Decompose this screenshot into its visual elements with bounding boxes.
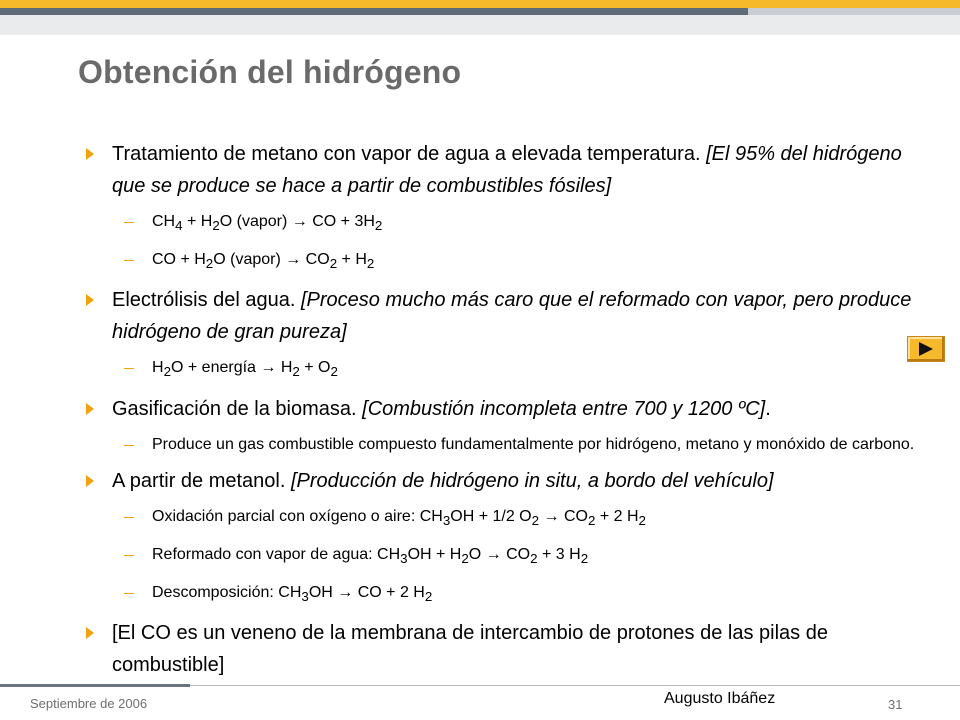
formula-part: O (vapor) (219, 213, 292, 230)
formula-part: O (vapor) (213, 251, 286, 269)
next-slide-button[interactable] (907, 336, 945, 362)
formula-subscript: 2 (531, 512, 540, 528)
formula-subscript: 2 (424, 589, 433, 605)
dash-icon (124, 517, 134, 518)
bullet-note: [Producción de hidrógeno in situ, a bordo del vehículo] (290, 469, 774, 492)
formula-part: + H (337, 251, 367, 269)
formula-part: Oxidación parcial con oxígeno o aire: CH (152, 507, 443, 525)
bullet-arrow-icon (86, 475, 94, 487)
formula-part: OH + 1/2 O (450, 507, 532, 525)
slide-content (84, 138, 934, 687)
formula-subscript: 2 (530, 550, 538, 566)
bullet-note: [Proceso mucho más caro que el reformado con vapor, pero produce hidrógeno de gran pureza] (112, 289, 912, 344)
header-band-yellow (0, 0, 960, 8)
bullet-biomasa (84, 393, 934, 425)
formula-part: + 2 H (595, 507, 639, 525)
formula-part: Reformado con vapor de agua: CH (152, 545, 401, 563)
formula-subscript: 2 (366, 256, 375, 272)
sub-item-text: Produce un gas combustible compuesto fundamentalmente por hidrógeno, metano y monóxido de carbono. (152, 435, 915, 453)
sub-item-reaction-1 (84, 208, 934, 240)
bullet-text: Gasificación de la biomasa. (112, 397, 363, 420)
formula-part: + H (182, 213, 213, 230)
formula-part: CO (501, 545, 531, 563)
page-number: 31 (888, 697, 903, 712)
footer-line-light (190, 685, 960, 686)
header-band-dark (0, 8, 748, 15)
bullet-text: [El CO es un veneno de la membrana de intercambio de protones de las pilas de combustible] (112, 622, 828, 677)
slide-title: Obtención del hidrógeno (78, 54, 462, 90)
arrow-right-icon: → (337, 583, 354, 601)
formula-subscript: 3 (400, 550, 408, 566)
arrow-right-icon: → (260, 359, 277, 377)
dash-icon (124, 555, 134, 556)
formula-part: + O (299, 359, 331, 377)
bullet-text: Electrólisis del agua. (112, 289, 301, 312)
arrow-right-icon: → (291, 213, 308, 230)
bullet-metanol (84, 465, 934, 497)
sub-item-reaction-2 (84, 246, 934, 278)
formula-subscript: 2 (374, 218, 383, 234)
bullet-arrow-icon (86, 403, 94, 415)
formula-part: CO + H (152, 251, 206, 269)
header-band-light (748, 8, 960, 15)
dash-icon (124, 368, 134, 369)
bullet-note: [El 95% del hidrógeno que se produce se hace a partir de combustibles fósiles] (112, 143, 902, 197)
formula-part: O (468, 545, 486, 563)
dash-icon (124, 445, 134, 446)
formula-part: CO (301, 251, 330, 269)
formula-subscript: 2 (587, 512, 596, 528)
header-band-grey (0, 15, 960, 35)
bullet-text: Tratamiento de metano con vapor de agua a elevada temperatura. (112, 143, 707, 165)
sub-item-oxidacion (84, 503, 934, 535)
formula-subscript: 2 (461, 550, 469, 566)
dash-icon (124, 593, 134, 594)
footer-line-dark (0, 684, 190, 687)
bullet-co-veneno (84, 617, 934, 681)
bullet-arrow-icon (86, 148, 94, 160)
footer-author: Augusto Ibáñez (664, 690, 776, 707)
sub-item-reformado (84, 541, 934, 573)
formula-part: OH (308, 583, 338, 601)
play-icon (919, 342, 933, 356)
formula-subscript: 2 (163, 364, 171, 380)
formula-part: CH (152, 213, 176, 230)
bullet-electrolisis (84, 284, 934, 348)
dash-icon (124, 260, 134, 261)
arrow-right-icon: → (285, 251, 302, 269)
sub-item-reaction-3 (84, 354, 934, 386)
formula-subscript: 2 (212, 218, 220, 234)
formula-part: CO (559, 507, 588, 525)
sub-item-biomasa (84, 431, 934, 459)
formula-part: O + energía (170, 359, 261, 377)
bullet-arrow-icon (86, 294, 94, 306)
bullet-metano (84, 138, 934, 202)
arrow-right-icon: → (485, 545, 502, 563)
formula-subscript: 4 (175, 218, 183, 234)
formula-subscript: 3 (442, 512, 451, 528)
formula-part: H (152, 359, 164, 377)
formula-part: CO + 2 H (353, 583, 425, 601)
formula-subscript: 2 (330, 364, 338, 380)
formula-part: OH + H (407, 545, 462, 563)
bullet-arrow-icon (86, 627, 94, 639)
formula-subscript: 2 (292, 364, 300, 380)
bullet-tail: . (765, 397, 771, 420)
dash-icon (124, 222, 134, 223)
formula-subscript: 2 (329, 256, 338, 272)
sub-item-descomposicion (84, 579, 934, 611)
bullet-note: [Combustión incompleta entre 700 y 1200 ºC] (362, 397, 766, 420)
arrow-right-icon: → (543, 507, 560, 525)
formula-subscript: 2 (205, 256, 214, 272)
formula-subscript: 2 (580, 550, 589, 566)
formula-part: Descomposición: CH (152, 583, 302, 601)
footer-date: Septiembre de 2006 (30, 696, 148, 711)
formula-part: CO + 3H (307, 213, 375, 230)
formula-part: H (276, 359, 293, 377)
formula-part: + 3 H (537, 545, 581, 563)
bullet-text: A partir de metanol. (112, 469, 291, 492)
formula-subscript: 2 (638, 512, 646, 528)
formula-subscript: 3 (301, 589, 309, 605)
